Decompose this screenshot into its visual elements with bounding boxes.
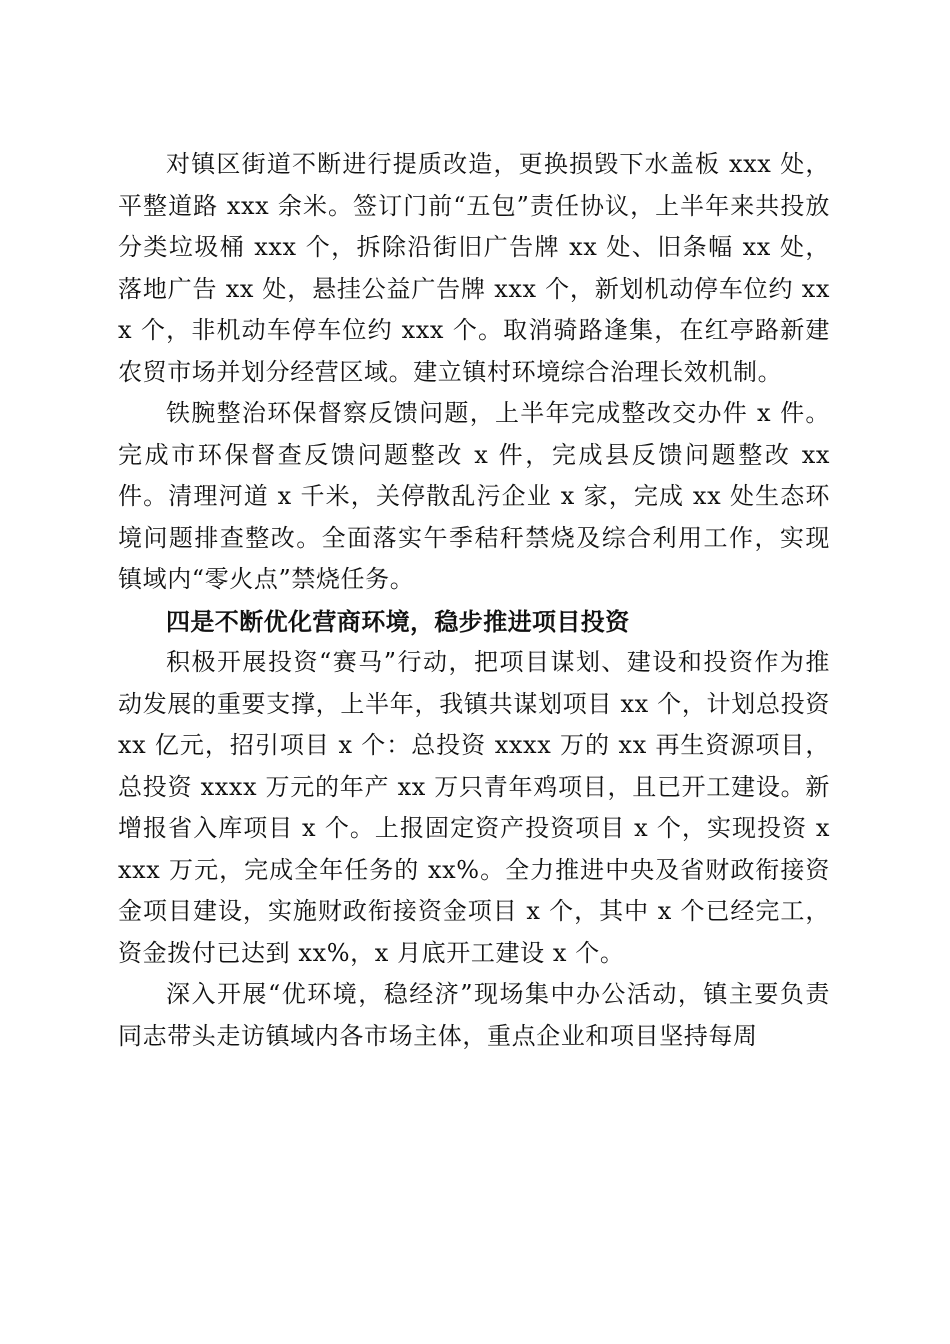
document-page	[118, 144, 830, 1057]
paragraph-investment-campaign: 积极开展投资“赛马”行动，把项目谋划、建设和投资作为推动发展的重要支撑，上半年，我镇共谋划项目 xx 个，计划总投资 xx 亿元，招引项目 x 个：总投资 xxxx 万的 xx 再生资源项目，总投资 xxxx 万元的年产 xx 万只青年鸡项目，且已开工建设。新增报省入库项目 x 个。上报固定资产投资项目 x 个，实现投资 xxxx 万元，完成全年任务的 xx%。全力推进中央及省财政衔接资金项目建设，实施财政衔接资金项目 x 个，其中 x 个已经完工，资金拨付已达到 xx%，x 月底开工建设 x 个。	[118, 648, 830, 967]
paragraph-onsite-office: 深入开展“优环境，稳经济”现场集中办公活动，镇主要负责同志带头走访镇域内各市场主体，重点企业和项目坚持每周	[118, 980, 830, 1050]
paragraph-environmental-rectification: 铁腕整治环保督察反馈问题，上半年完成整改交办件 x 件。完成市环保督查反馈问题整改 x 件，完成县反馈问题整改 xx 件。清理河道 x 千米，关停散乱污企业 x 家，完成 xx 处生态环境问题排查整改。全面落实午季秸秆禁烧及综合利用工作，实现镇域内“零火点”禁烧任务。	[118, 399, 830, 593]
paragraph-street-renovation: 对镇区街道不断进行提质改造，更换损毁下水盖板 xxx 处，平整道路 xxx 余米。签订门前“五包”责任协议，上半年来共投放分类垃圾桶 xxx 个，拆除沿街旧广告牌 xx 处、旧条幅 xx 处，落地广告 xx 处，悬挂公益广告牌 xxx 个，新划机动停车位约 xxx 个，非机动车停车位约 xxx 个。取消骑路逢集，在红亭路新建农贸市场并划分经营区域。建立镇村环境综合治理长效机制。	[118, 150, 830, 386]
section-heading: 四是不断优化营商环境，稳步推进项目投资	[166, 606, 630, 636]
